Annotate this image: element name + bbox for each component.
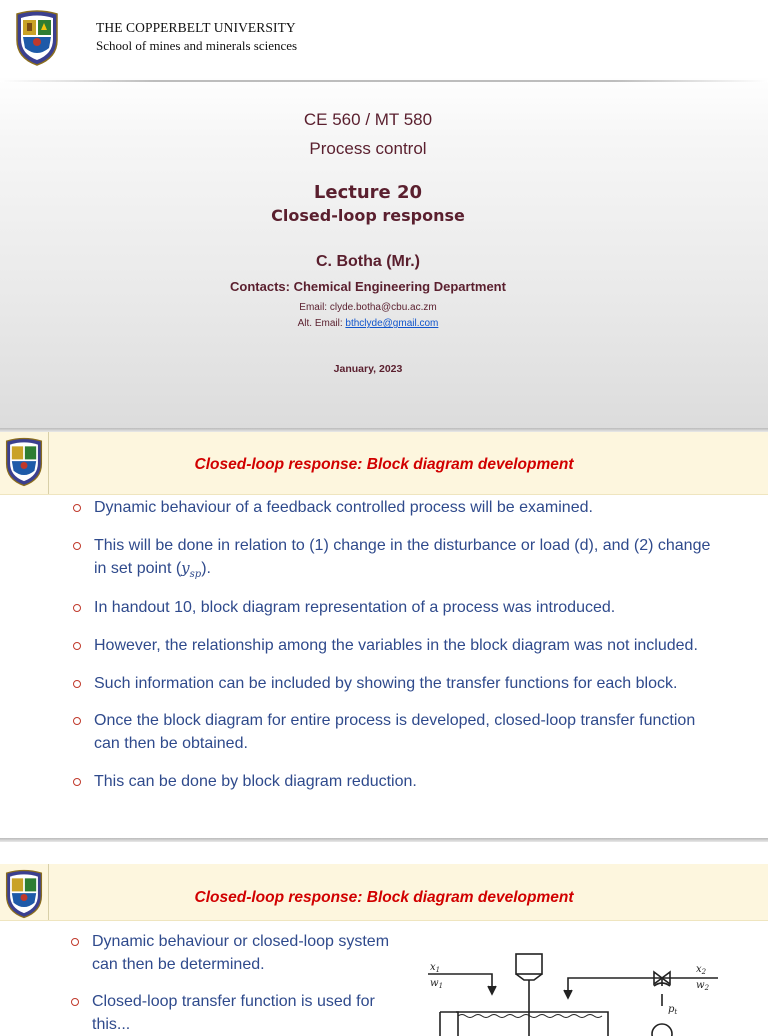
bullet-ring-icon — [71, 938, 79, 946]
feed-hopper — [516, 954, 542, 974]
list-item: Once the block diagram for entire process is developed, closed-loop transfer function can then be obtained. — [94, 709, 719, 755]
list-item: In handout 10, block diagram representation of a process was introduced. — [94, 596, 615, 619]
slide-title: Closed-loop response: Block diagram development — [194, 889, 574, 906]
university-name: THE COPPERBELT UNIVERSITY — [96, 20, 296, 35]
course-subject: Process control — [309, 139, 427, 158]
label-w1: $w_1$ — [430, 978, 444, 990]
list-item: Such information can be included by showing the transfer functions for each block. — [94, 672, 677, 695]
bullet-ring-icon — [73, 778, 81, 786]
alt-email-link[interactable]: bthclyde@gmail.com — [345, 318, 439, 329]
list-item: Dynamic behaviour or closed-loop system can then be determined. — [92, 930, 400, 976]
process-schematic — [418, 946, 728, 1036]
alt-email-label: Alt. Email: — [297, 318, 346, 329]
lecture-title: Closed-loop response — [271, 206, 465, 225]
bullet-ring-icon — [73, 717, 81, 725]
transmitter-icon — [652, 1024, 672, 1036]
bullet-ring-icon — [73, 680, 81, 688]
lecture-number: Lecture 20 — [313, 182, 423, 203]
tank-wall-left — [440, 1012, 458, 1036]
setpoint-symbol: $y_{sp}$ — [181, 559, 202, 580]
contacts-line: Contacts: Chemical Engineering Department — [230, 279, 506, 294]
label-x1: $x_1$ — [430, 962, 441, 974]
list-item: Dynamic behaviour of a feedback controlled process will be examined. — [94, 496, 593, 519]
title-slide-header — [0, 0, 768, 78]
author-name: C. Botha (Mr.) — [316, 253, 420, 270]
university-crest-icon — [14, 10, 60, 66]
slide-title: Closed-loop response: Block diagram development — [194, 456, 574, 473]
list-item: This can be done by block diagram reduction. — [94, 770, 417, 793]
bullet-ring-icon — [73, 604, 81, 612]
hopper-outlet — [516, 974, 542, 980]
bullet-ring-icon — [73, 542, 81, 550]
lecture-date: January, 2023 — [333, 363, 403, 375]
content-slide-1 — [0, 432, 768, 838]
label-pt: $p_t$ — [668, 1004, 678, 1016]
label-w2: $w_2$ — [696, 980, 710, 992]
title-slide — [0, 0, 768, 430]
bullet-ring-icon — [73, 504, 81, 512]
header-divider — [0, 80, 768, 82]
list-item: However, the relationship among the variables in the block diagram was not included. — [94, 634, 698, 657]
school-name: School of mines and minerals sciences — [96, 38, 298, 53]
label-x2: $x_2$ — [696, 964, 707, 976]
alt-email-line — [0, 318, 736, 329]
tank — [456, 1012, 608, 1036]
list-item: This will be done in relation to (1) change in the disturbance or load (d), and (2) change in set point $(y_{sp})$. — [94, 534, 719, 586]
bullet-ring-icon — [73, 642, 81, 650]
list-item: Closed-loop transfer function is used for this... — [92, 990, 400, 1036]
course-code: CE 560 / MT 580 — [303, 110, 433, 129]
email-line: Email: clyde.botha@cbu.ac.zm — [299, 302, 437, 313]
bullet-ring-icon — [71, 998, 79, 1006]
